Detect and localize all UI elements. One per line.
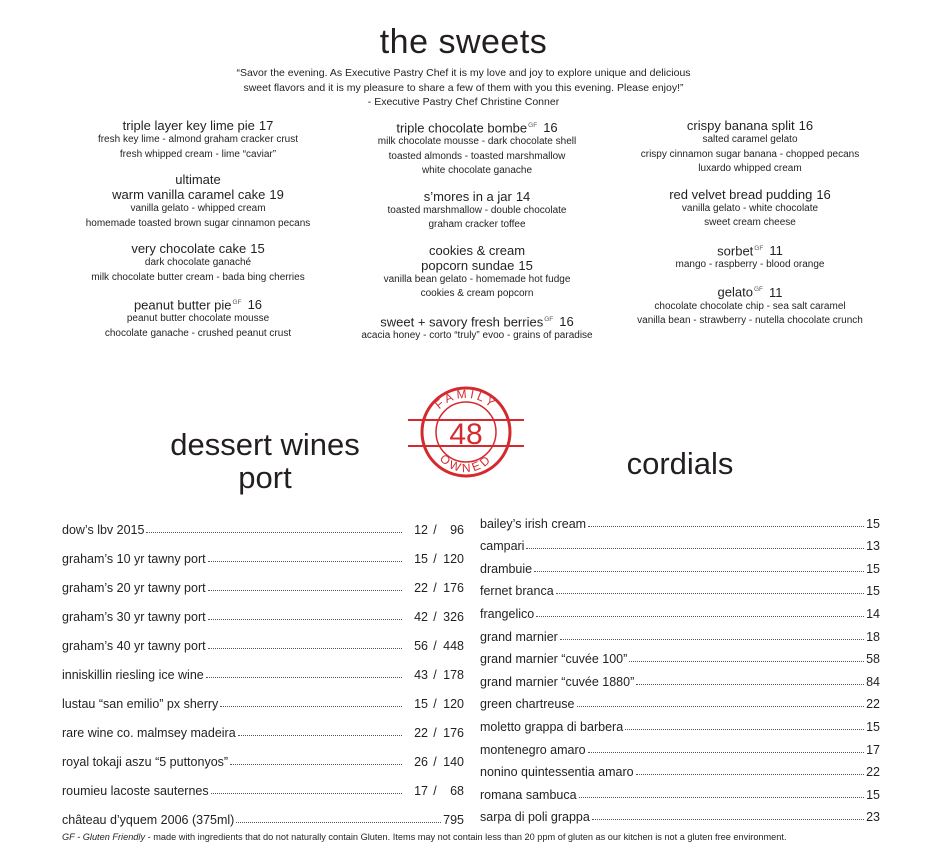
dessert-description-line: white chocolate ganache — [421, 165, 533, 177]
price-separator: / — [433, 668, 437, 682]
wine-glass-price: 42 — [414, 610, 428, 624]
dessert-description-line: acacia honey - corto “truly” evoo - grains of paradise — [361, 330, 593, 342]
price-separator: / — [433, 726, 437, 740]
dessert-name-line — [610, 241, 890, 258]
cordial-name: moletto grappa di barbera — [480, 719, 624, 734]
cordial-name: drambuie — [480, 561, 533, 576]
wine-glass-price: 22 — [414, 581, 428, 595]
page-title: the sweets — [379, 23, 548, 61]
dot-leader — [636, 774, 865, 775]
dessert-name: triple chocolate bombe — [396, 120, 528, 136]
wine-price — [404, 610, 464, 624]
wine-price — [443, 813, 464, 827]
dessert-name-line — [610, 282, 890, 299]
cordial-row — [480, 644, 880, 667]
cordial-price: 17 — [866, 742, 880, 757]
dessert-description — [58, 256, 338, 285]
cordial-name: grand marnier — [480, 629, 558, 644]
dessert-description-line: vanilla gelato - whipped cream — [130, 203, 266, 214]
cordial-row — [480, 598, 880, 621]
dessert-description — [58, 202, 338, 231]
price-separator: / — [433, 610, 437, 624]
dessert-item — [332, 243, 622, 302]
dessert-price: 14 — [515, 188, 531, 204]
dessert-description-line: milk chocolate mousse - dark chocolate shell — [377, 136, 577, 148]
cordial-name: sarpa di poli grappa — [480, 810, 590, 825]
stamp-text-top: FAMILY — [432, 386, 500, 412]
wine-bottle-price: 140 — [443, 755, 464, 769]
dot-leader — [588, 526, 864, 527]
dessert-description-line: graham cracker toffee — [428, 219, 526, 231]
dessert-price: 16 — [543, 120, 558, 136]
cordial-name: romana sambuca — [480, 787, 577, 802]
cordial-name: fernet branca — [480, 584, 554, 599]
dessert-name: peanut butter pie — [133, 297, 232, 313]
dessert-description-line: vanilla bean gelato - homemade hot fudge — [383, 273, 571, 285]
dessert-price: 11 — [768, 284, 783, 300]
dessert-column-right — [610, 118, 890, 339]
cordial-price: 22 — [866, 765, 880, 780]
dessert-description — [610, 133, 890, 177]
dessert-price: 16 — [816, 186, 831, 202]
cordial-row — [480, 666, 880, 689]
dessert-name-line — [58, 295, 338, 312]
dessert-description-line: peanut butter chocolate mousse — [126, 313, 270, 325]
dessert-name: sorbet — [717, 242, 754, 258]
dessert-name: very chocolate cake — [131, 241, 247, 256]
wine-glass-price: 56 — [414, 639, 428, 653]
price-separator: / — [433, 523, 437, 537]
wine-name: graham’s 10 yr tawny port — [62, 552, 206, 566]
dessert-item — [610, 241, 890, 273]
wine-row — [62, 537, 464, 566]
dessert-item — [610, 187, 890, 231]
cordial-row — [480, 531, 880, 554]
gluten-footnote-label: GF - Gluten Friendly — [62, 832, 146, 842]
cordial-list — [480, 508, 880, 824]
dessert-description — [332, 273, 622, 302]
dessert-name: red velvet bread pudding — [669, 186, 813, 202]
dessert-description — [610, 300, 890, 329]
dot-leader — [211, 793, 402, 794]
wine-bottle-price: 120 — [443, 552, 464, 566]
dessert-name-line — [58, 241, 338, 256]
dessert-name-prefix: ultimate — [175, 172, 221, 187]
wine-row — [62, 653, 464, 682]
dot-leader — [536, 616, 864, 617]
wine-row — [62, 624, 464, 653]
dessert-item — [610, 282, 890, 328]
cordial-price: 22 — [866, 697, 880, 712]
wine-bottle-price: 326 — [443, 610, 464, 624]
dot-leader — [208, 619, 402, 620]
wine-glass-price: 17 — [414, 784, 428, 798]
wine-name: graham’s 40 yr tawny port — [62, 639, 206, 653]
wine-bottle-price: 176 — [443, 726, 464, 740]
dessert-description-line: dark chocolate ganaché — [144, 257, 252, 268]
dessert-description-line: toasted almonds - toasted marshmallow — [388, 150, 566, 162]
dot-leader — [236, 822, 441, 823]
cordial-row — [480, 576, 880, 599]
dessert-description — [332, 135, 622, 179]
dessert-name-line — [332, 118, 622, 135]
cordial-row — [480, 757, 880, 780]
dessert-wines-heading — [150, 428, 380, 494]
dot-leader — [206, 677, 402, 678]
dessert-item — [332, 118, 622, 179]
dessert-description-line: chocolate ganache - crushed peanut crust — [104, 327, 292, 339]
cordial-price: 15 — [866, 584, 880, 599]
cordial-name: montenegro amaro — [480, 742, 586, 757]
dessert-name-line — [332, 243, 622, 273]
dessert-name: popcorn sundae — [421, 257, 515, 273]
gluten-friendly-mark: GF — [544, 315, 554, 323]
cordials-heading: cordials — [626, 446, 734, 481]
cordial-price: 14 — [866, 606, 880, 621]
price-separator: / — [433, 784, 437, 798]
port-heading-line: port — [238, 460, 292, 495]
cordial-row — [480, 734, 880, 757]
price-separator: / — [433, 552, 437, 566]
wine-row — [62, 740, 464, 769]
dessert-name: sweet + savory fresh berries — [380, 314, 544, 330]
dessert-description — [332, 329, 622, 344]
dessert-item — [332, 189, 622, 233]
dessert-description-line: homemade toasted brown sugar cinnamon pecans — [85, 217, 311, 229]
dot-leader — [146, 532, 402, 533]
wine-name: royal tokaji aszu “5 puttonyos” — [62, 755, 229, 769]
dot-leader — [208, 648, 402, 649]
gluten-friendly-mark: GF — [528, 122, 538, 129]
dessert-description-line: fresh whipped cream - lime “caviar” — [119, 148, 277, 160]
wine-price — [404, 523, 464, 537]
price-separator: / — [433, 697, 437, 711]
dessert-item — [58, 295, 338, 341]
cordial-name: frangelico — [480, 606, 535, 621]
wine-price — [404, 668, 464, 682]
dot-leader — [579, 797, 865, 798]
cordial-row — [480, 508, 880, 531]
family-owned-stamp — [402, 372, 530, 482]
quote-attribution: - Executive Pastry Chef Christine Conner — [367, 96, 560, 108]
dessert-description-line: vanilla bean - strawberry - nutella chocolate crunch — [637, 315, 863, 327]
dessert-description-line: toasted marshmallow - double chocolate — [387, 204, 567, 216]
cordial-name: campari — [480, 539, 525, 554]
wine-bottle-price: 120 — [443, 697, 464, 711]
wine-glass-price: 26 — [414, 755, 428, 769]
dessert-price: 16 — [798, 118, 814, 133]
wine-glass-price: 22 — [414, 726, 428, 740]
dessert-name-prefix: cookies & cream — [428, 242, 526, 258]
wine-name: rare wine co. malmsey madeira — [62, 726, 236, 740]
gluten-footnote — [62, 831, 902, 843]
cordial-price: 15 — [866, 787, 880, 802]
wine-name: graham’s 20 yr tawny port — [62, 581, 206, 595]
wine-name: roumieu lacoste sauternes — [62, 784, 209, 798]
wine-price — [404, 755, 464, 769]
wine-name: inniskillin riesling ice wine — [62, 668, 204, 682]
dot-leader — [208, 590, 402, 591]
dessert-wine-list — [62, 508, 464, 827]
dot-leader — [238, 735, 402, 736]
dot-leader — [636, 684, 864, 685]
cordial-price: 13 — [866, 539, 880, 554]
dessert-description-line: chocolate chocolate chip - sea salt caramel — [654, 300, 846, 312]
cordial-price: 15 — [866, 561, 880, 576]
cordial-name: bailey’s irish cream — [480, 516, 587, 531]
dot-leader — [556, 593, 864, 594]
cordial-name: green chartreuse — [480, 697, 575, 712]
dessert-item — [610, 118, 890, 177]
dessert-price: 15 — [250, 241, 265, 256]
wine-row — [62, 595, 464, 624]
wine-bottle-price: 96 — [450, 523, 464, 537]
dessert-description — [332, 204, 622, 233]
dot-leader — [588, 752, 864, 753]
dessert-column-left — [58, 118, 338, 351]
dessert-description-line: salted caramel gelato — [702, 134, 798, 145]
cordial-price: 58 — [866, 652, 880, 667]
dessert-name: s’mores in a jar — [423, 188, 512, 204]
dessert-name: warm vanilla caramel cake — [112, 187, 266, 202]
wine-glass-price: 15 — [414, 697, 428, 711]
price-separator: / — [433, 581, 437, 595]
wine-row — [62, 566, 464, 595]
dessert-description-line: luxardo whipped cream — [698, 163, 802, 174]
wine-name: dow’s lbv 2015 — [62, 523, 145, 537]
dessert-description-line: sweet cream cheese — [704, 217, 796, 228]
wine-row — [62, 798, 464, 827]
wine-bottle-price: 795 — [443, 813, 464, 827]
dessert-item — [58, 241, 338, 285]
dessert-name-line — [610, 187, 890, 202]
cordial-row — [480, 553, 880, 576]
wine-glass-price: 43 — [414, 668, 428, 682]
dot-leader — [577, 706, 865, 707]
dessert-price: 15 — [518, 257, 533, 273]
dessert-price: 16 — [559, 314, 574, 330]
wine-bottle-price: 178 — [443, 668, 464, 682]
dessert-description-line: crispy cinnamon sugar banana - chopped pecans — [640, 148, 860, 160]
stamp-number: 48 — [449, 418, 483, 451]
cordial-name: grand marnier “cuvée 100” — [480, 652, 628, 667]
wine-price — [404, 552, 464, 566]
cordial-row — [480, 621, 880, 644]
dot-leader — [526, 548, 864, 549]
dessert-description-line: milk chocolate butter cream - bada bing cherries — [91, 271, 305, 283]
dot-leader — [560, 639, 864, 640]
dot-leader — [208, 561, 402, 562]
dessert-description — [58, 312, 338, 341]
dessert-price: 17 — [258, 118, 274, 133]
gluten-friendly-mark: GF — [232, 299, 242, 306]
wine-name: graham’s 30 yr tawny port — [62, 610, 206, 624]
dessert-name-line — [610, 118, 890, 133]
price-separator: / — [433, 755, 437, 769]
wine-price — [404, 726, 464, 740]
cordial-name: grand marnier “cuvée 1880” — [480, 674, 635, 689]
dot-leader — [220, 706, 402, 707]
dessert-description — [610, 258, 890, 273]
dessert-price: 11 — [769, 242, 783, 258]
wine-row — [62, 711, 464, 740]
dessert-name: gelato — [717, 284, 753, 300]
wine-price — [404, 581, 464, 595]
wine-price — [404, 639, 464, 653]
wine-bottle-price: 176 — [443, 581, 464, 595]
dessert-wines-heading-line: dessert wines — [170, 427, 360, 462]
cordial-price: 15 — [866, 719, 880, 734]
stamp-text-bottom: OWNED — [437, 451, 495, 476]
dessert-description — [58, 133, 338, 162]
quote-line: “Savor the evening. As Executive Pastry Chef it is my love and joy to explore unique and delicious — [236, 67, 691, 79]
dessert-name-line — [58, 118, 338, 133]
dessert-item — [332, 312, 622, 344]
gluten-friendly-mark: GF — [753, 286, 763, 294]
cordial-row — [480, 689, 880, 712]
dessert-item — [58, 172, 338, 231]
dot-leader — [629, 661, 864, 662]
wine-name: château d’yquem 2006 (375ml) — [62, 813, 235, 827]
dessert-description-line: fresh key lime - almond graham cracker crust — [97, 134, 299, 145]
cordial-row — [480, 802, 880, 825]
wine-row — [62, 769, 464, 798]
dessert-description-line: vanilla gelato - white chocolate — [681, 202, 819, 214]
dessert-price: 16 — [247, 297, 263, 313]
dessert-description-line: cookies & cream popcorn — [420, 288, 534, 300]
wine-glass-price: 12 — [414, 523, 428, 537]
dessert-description — [610, 202, 890, 231]
gluten-friendly-mark: GF — [754, 244, 764, 252]
dot-leader — [592, 819, 864, 820]
chef-quote — [200, 66, 727, 110]
wine-glass-price: 15 — [414, 552, 428, 566]
dessert-column-center — [332, 118, 622, 354]
wine-price — [404, 697, 464, 711]
cordial-price: 15 — [866, 516, 880, 531]
dessert-description-line: mango - raspberry - blood orange — [675, 258, 825, 270]
dot-leader — [230, 764, 402, 765]
dessert-item — [58, 118, 338, 162]
wine-row — [62, 508, 464, 537]
wine-price — [404, 784, 464, 798]
cordial-price: 23 — [866, 810, 880, 825]
wine-bottle-price: 448 — [443, 639, 464, 653]
wine-name: lustau “san emilio” px sherry — [62, 697, 219, 711]
cordial-price: 18 — [866, 629, 880, 644]
dessert-name-line — [58, 172, 338, 202]
cordial-name: nonino quintessentia amaro — [480, 765, 634, 780]
gluten-footnote-text: - made with ingredients that do not naturally contain Gluten. Items may not contain less than 20 ppm of gluten as our kitchen is not a gluten free environment. — [145, 832, 787, 842]
cordial-price: 84 — [866, 674, 880, 689]
dessert-name-line — [332, 312, 622, 329]
cordial-row — [480, 711, 880, 734]
wine-row — [62, 682, 464, 711]
quote-line: sweet flavors and it is my pleasure to share a few of them with you this evening. Please enjoy!” — [243, 81, 684, 94]
dot-leader — [534, 571, 864, 572]
price-separator: / — [433, 639, 437, 653]
dessert-price: 19 — [269, 187, 284, 202]
dessert-name: triple layer key lime pie — [122, 118, 255, 133]
dessert-name-line — [332, 189, 622, 204]
cordial-row — [480, 779, 880, 802]
wine-bottle-price: 68 — [450, 784, 464, 798]
dot-leader — [625, 729, 864, 730]
dessert-name: crispy banana split — [686, 118, 795, 133]
